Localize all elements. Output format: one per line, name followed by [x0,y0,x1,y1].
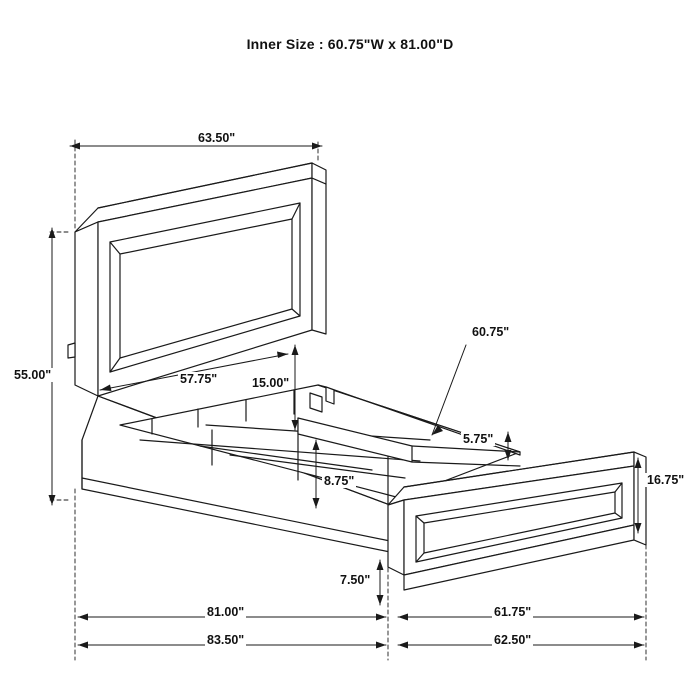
dim-label-footboard-width: 61.75" [494,605,532,619]
dim-label-slat-gap: 5.75" [463,432,494,446]
page-title: Inner Size : 60.75"W x 81.00"D [246,36,454,52]
dim-label-overall-length: 83.50" [207,633,245,647]
dim-label-overall-height: 55.00" [14,368,52,382]
dim-label-footboard-height: 16.75" [647,473,685,487]
dim-label-overall-depth: 62.50" [494,633,532,647]
dim-label-footboard-clearance: 7.50" [340,573,371,587]
dim-label-rail-to-floor: 15.00" [252,376,290,390]
dim-label-slat-height: 8.75" [324,474,355,488]
dim-label-headboard-width: 63.50" [198,131,236,145]
dim-label-headboard-inner-width: 57.75" [180,372,218,386]
dim-label-side-rail-length: 81.00" [207,605,245,619]
dim-label-mattress-width: 60.75" [472,325,510,339]
